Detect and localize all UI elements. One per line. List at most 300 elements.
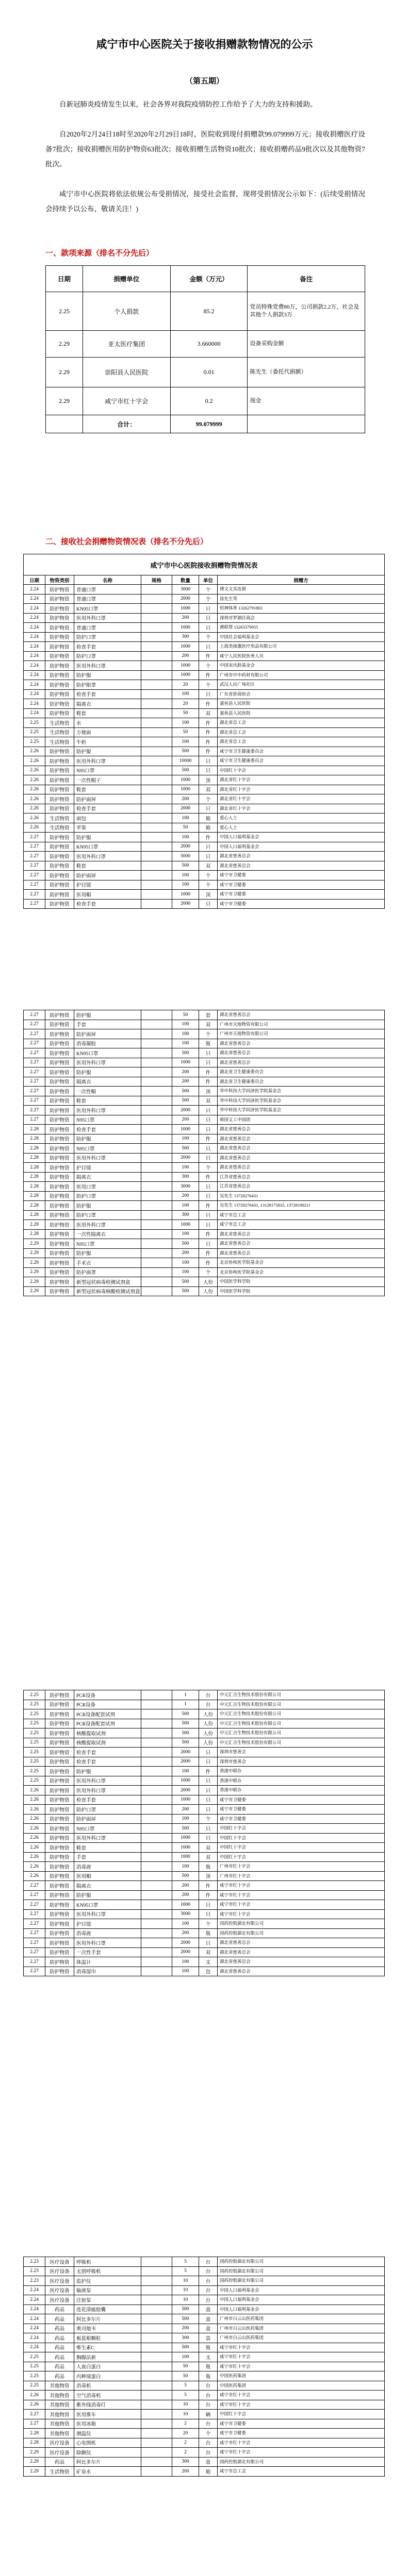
table-row — [24, 2266, 385, 2276]
table-row — [24, 2419, 385, 2429]
row-spec — [141, 1258, 172, 1268]
row-category: 防护物资 — [45, 585, 74, 595]
row-unit: 只 — [199, 1115, 218, 1125]
row-unit: 只 — [199, 1144, 218, 1154]
row-item-name: 牛奶 — [74, 737, 141, 747]
row-category: 防护物资 — [45, 594, 74, 604]
table-row — [24, 1106, 385, 1115]
row-date: 2.26 — [24, 1862, 45, 1872]
cash-date: 2.29 — [46, 358, 83, 387]
table-row — [24, 1824, 385, 1834]
row-quantity: 5 — [172, 2266, 199, 2276]
row-unit: 件 — [199, 737, 218, 747]
table-row — [24, 1890, 385, 1900]
row-spec — [141, 2438, 172, 2448]
table-row — [24, 642, 385, 652]
row-category: 防护物资 — [45, 1967, 74, 1976]
row-item-name: 阿比多尔片 — [74, 2457, 141, 2467]
row-category: 药品 — [45, 2362, 74, 2371]
column-header: 日期 — [24, 575, 45, 585]
row-unit: 只 — [199, 1833, 218, 1843]
row-spec — [141, 1248, 172, 1258]
table-row — [24, 699, 385, 709]
table-row — [24, 2448, 385, 2458]
row-item-name: 医用外科口罩 — [74, 1909, 141, 1919]
table-row — [46, 292, 365, 331]
row-unit: 支 — [199, 2352, 218, 2362]
row-item-name: 医用外科口罩 — [74, 852, 141, 861]
row-quantity: 100 — [172, 1229, 199, 1239]
row-quantity: 100 — [172, 2352, 199, 2362]
row-donor: 湖北省慈善总会 — [218, 1248, 385, 1258]
row-category: 防护物资 — [45, 1824, 74, 1834]
row-spec — [141, 2371, 172, 2381]
row-quantity: 200 — [172, 1191, 199, 1201]
row-spec — [141, 613, 172, 623]
row-unit: 只 — [199, 613, 218, 623]
table-row — [24, 890, 385, 900]
column-header: 备注 — [248, 266, 365, 292]
table-row — [24, 785, 385, 794]
row-category: 防护物资 — [45, 1191, 74, 1201]
table-row — [24, 1239, 385, 1249]
row-quantity: 2000 — [172, 1106, 199, 1115]
table-row — [24, 661, 385, 671]
table-row — [24, 1248, 385, 1258]
row-unit: 个 — [199, 880, 218, 890]
table-row — [24, 2333, 385, 2343]
row-quantity: 2000 — [172, 899, 199, 909]
table-row — [24, 1852, 385, 1862]
row-category: 其他物资 — [45, 2419, 74, 2429]
row-item-name: 输液泵 — [74, 2285, 141, 2295]
row-unit: 只 — [199, 1125, 218, 1134]
row-item-name: 防护面屏 — [74, 1029, 141, 1039]
table-row — [24, 794, 385, 804]
row-category: 防护物资 — [45, 1690, 74, 1700]
table-row — [24, 1862, 385, 1872]
row-date: 2.26 — [24, 823, 45, 833]
row-item-name: 防护服 — [74, 1134, 141, 1144]
table-row — [24, 1115, 385, 1125]
row-date: 2.27 — [24, 899, 45, 909]
row-date: 2.25 — [24, 2371, 45, 2381]
row-quantity: 2 — [172, 2448, 199, 2458]
row-unit: 个 — [199, 661, 218, 671]
row-date: 2.26 — [24, 1786, 45, 1795]
row-unit: 个 — [199, 1029, 218, 1039]
row-category: 防护物资 — [45, 1248, 74, 1258]
row-category: 防护物资 — [45, 1010, 74, 1020]
materials-table — [23, 1010, 385, 1296]
table-row — [24, 861, 385, 871]
row-unit: 只 — [199, 623, 218, 633]
row-donor: 湖北省总工会 — [218, 718, 385, 728]
row-item-name: 防护口罩 — [74, 1805, 141, 1815]
row-item-name: KN95口罩 — [74, 604, 141, 614]
row-unit: 只 — [199, 1776, 218, 1786]
table-row — [24, 814, 385, 823]
row-date: 2.24 — [24, 699, 45, 709]
row-donor: 咸宁市红十字会 — [218, 1900, 385, 1910]
table-row — [24, 1814, 385, 1824]
row-spec — [141, 1881, 172, 1891]
row-item-name: 手术衣 — [74, 1258, 141, 1268]
row-date: 2.26 — [24, 1843, 45, 1853]
row-quantity: 500 — [172, 1738, 199, 1748]
table-row — [24, 1728, 385, 1738]
row-donor: 咸宁市红十字会 — [218, 2352, 385, 2362]
row-date: 2.26 — [24, 2391, 45, 2400]
row-donor: 中国医药集团 — [218, 2381, 385, 2391]
table-row — [24, 1709, 385, 1719]
row-item-name: PCR设备配套试剂 — [74, 1709, 141, 1719]
row-category: 防护物资 — [45, 1909, 74, 1919]
row-item-name: 医用外科口罩 — [74, 661, 141, 671]
row-donor: 国药控股湖北有限公司 — [218, 2457, 385, 2467]
table-row — [24, 1125, 385, 1134]
row-item-name: 维生素C — [74, 2343, 141, 2352]
row-category: 防护物资 — [45, 632, 74, 642]
row-spec — [141, 2391, 172, 2400]
table-row — [24, 1719, 385, 1728]
table-row — [24, 1153, 385, 1163]
row-category: 防护物资 — [45, 1719, 74, 1728]
row-date: 2.27 — [24, 1029, 45, 1039]
row-date: 2.26 — [24, 1814, 45, 1824]
row-donor: 中元汇吉生物技术股份有限公司 — [218, 1728, 385, 1738]
row-category: 防护物资 — [45, 1239, 74, 1249]
row-donor: 湖北省慈善总会 — [218, 1039, 385, 1048]
row-quantity: 2000 — [172, 1947, 199, 1957]
row-spec — [141, 871, 172, 880]
row-spec — [141, 718, 172, 728]
row-item-name: 胸腺法新 — [74, 2352, 141, 2362]
cash-amount: 3.660000 — [170, 331, 248, 358]
row-category: 防护物资 — [45, 833, 74, 842]
row-date: 2.27 — [24, 842, 45, 852]
row-date: 2.26 — [24, 756, 45, 766]
row-category: 防护物资 — [45, 1928, 74, 1938]
row-item-name: 防护服 — [74, 1890, 141, 1900]
row-unit: 件 — [199, 1067, 218, 1077]
row-category: 防护物资 — [45, 766, 74, 775]
row-donor: 咸宁市红十字会 — [218, 2362, 385, 2371]
row-item-name: 一次性手套 — [74, 1947, 141, 1957]
row-donor: 国药控股湖北有限公司 — [218, 1928, 385, 1938]
row-donor: 湖北省卫生健康委员会 — [218, 1067, 385, 1077]
row-category: 防护物资 — [45, 1728, 74, 1738]
row-item-name: 检查手套 — [74, 642, 141, 652]
row-date: 2.27 — [24, 1048, 45, 1058]
row-quantity: 200 — [172, 1067, 199, 1077]
table-row — [24, 623, 385, 633]
row-unit: 个 — [199, 871, 218, 880]
row-category: 生活物资 — [45, 737, 74, 747]
row-spec — [141, 2381, 172, 2391]
row-category: 防护物资 — [45, 623, 74, 633]
row-unit: 箱 — [199, 823, 218, 833]
row-category: 防护物资 — [45, 1862, 74, 1872]
row-date: 2.27 — [24, 1020, 45, 1029]
table-row — [24, 1757, 385, 1767]
row-date: 2.25 — [24, 1767, 45, 1776]
row-quantity: 1000 — [172, 1833, 199, 1843]
row-item-name: 防护口罩 — [74, 651, 141, 661]
row-quantity: 1000 — [172, 1125, 199, 1134]
row-unit: 只 — [199, 1210, 218, 1220]
table-row — [24, 585, 385, 595]
row-quantity: 1000 — [172, 1776, 199, 1786]
row-spec — [141, 1786, 172, 1795]
row-quantity: 100 — [172, 1919, 199, 1929]
table-row — [24, 2362, 385, 2371]
table-row — [24, 613, 385, 623]
row-date: 2.27 — [24, 1010, 45, 1020]
row-category: 医疗设备 — [45, 2295, 74, 2305]
row-donor: 江苏省慈善总会 — [218, 1172, 385, 1182]
row-quantity: 1000 — [172, 604, 199, 614]
row-quantity: 200 — [172, 1805, 199, 1815]
row-spec — [141, 2295, 172, 2305]
row-spec — [141, 2257, 172, 2267]
column-header: 捐赠方 — [218, 575, 385, 585]
row-category: 防护物资 — [45, 1757, 74, 1767]
row-date: 2.27 — [24, 1957, 45, 1967]
row-spec — [141, 1957, 172, 1967]
row-category: 防护物资 — [45, 1795, 74, 1805]
row-donor: 广州市中中药材有限公司 — [218, 670, 385, 680]
row-unit: 顶 — [199, 890, 218, 900]
row-category: 防护物资 — [45, 1144, 74, 1154]
table-row — [24, 1947, 385, 1957]
row-quantity: 500 — [172, 1871, 199, 1881]
table-row — [24, 1967, 385, 1976]
row-donor: 咸宁市卫健委 — [218, 2429, 385, 2438]
row-quantity: 200 — [172, 613, 199, 623]
row-spec — [141, 1163, 172, 1173]
row-unit: 件 — [199, 727, 218, 737]
row-unit: 只 — [199, 899, 218, 909]
row-date: 2.25 — [24, 1757, 45, 1767]
row-item-name: 医用外科口罩 — [74, 756, 141, 766]
column-header: 日期 — [46, 266, 83, 292]
row-quantity: 100 — [172, 1862, 199, 1872]
row-date: 2.24 — [24, 651, 45, 661]
row-unit: 只 — [199, 604, 218, 614]
row-item-name: 消毒湿巾 — [74, 1967, 141, 1976]
row-item-name: 空气消毒机 — [74, 2391, 141, 2400]
table-row — [24, 2391, 385, 2400]
row-category: 防护物资 — [45, 1134, 74, 1144]
row-donor: 湖北省卫生健康委员会 — [218, 1077, 385, 1087]
row-unit: 只 — [199, 1153, 218, 1163]
row-item-name: 消毒液 — [74, 1862, 141, 1872]
row-date: 2.24 — [24, 661, 45, 671]
row-date: 2.25 — [24, 1690, 45, 1700]
row-category: 防护物资 — [45, 708, 74, 718]
row-date: 2.27 — [24, 2410, 45, 2419]
table-row — [24, 1172, 385, 1182]
row-donor: 广州市白云山医药集团 — [218, 2333, 385, 2343]
row-spec — [141, 632, 172, 642]
row-item-name: 医用外科口罩 — [74, 1220, 141, 1230]
row-unit: 个 — [199, 794, 218, 804]
row-item-name: 医用帽 — [74, 1871, 141, 1881]
table-row — [24, 2400, 385, 2410]
row-spec — [141, 1767, 172, 1776]
row-donor: 湖北省红十字会 — [218, 775, 385, 785]
row-category: 防护物资 — [45, 1833, 74, 1843]
row-date: 2.27 — [24, 1890, 45, 1900]
row-spec — [141, 1776, 172, 1786]
intro-paragraph: 自2020年2月24日18时至2020年2月29日18时，医院收到现付捐赠款99.079999万元；接收捐赠医疗设备7批次；接收捐赠医用防护物资63批次；接收捐赠生活物资10批次；接收捐赠药品9批次以及其他物资7批次。 — [45, 130, 365, 168]
row-quantity: 500 — [172, 1286, 199, 1296]
row-quantity: 500 — [172, 1719, 199, 1728]
row-spec — [141, 1125, 172, 1134]
row-item-name: 医用外科口罩 — [74, 1833, 141, 1843]
row-donor: 爱心人士 — [218, 814, 385, 823]
row-quantity: 50 — [172, 823, 199, 833]
row-category: 防护物资 — [45, 1748, 74, 1757]
row-item-name: 消毒凝胶 — [74, 1039, 141, 1048]
row-item-name: 除颤仪 — [74, 2448, 141, 2458]
row-item-name: 防护服 — [74, 1248, 141, 1258]
row-category: 生活物资 — [45, 727, 74, 737]
row-item-name: 医用推车 — [74, 2410, 141, 2419]
row-date: 2.28 — [24, 1153, 45, 1163]
row-quantity: 100 — [172, 1163, 199, 1173]
row-spec — [141, 804, 172, 814]
row-category: 防护物资 — [45, 1890, 74, 1900]
row-date: 2.26 — [24, 794, 45, 804]
table-row — [24, 1201, 385, 1211]
row-item-name: 鞋套 — [74, 785, 141, 794]
row-spec — [141, 1067, 172, 1077]
row-item-name: 奥司他韦 — [74, 2324, 141, 2333]
row-spec — [141, 670, 172, 680]
row-donor: 咸宁市卫健委 — [218, 880, 385, 890]
row-date: 2.27 — [24, 1096, 45, 1106]
row-category: 防护物资 — [45, 1153, 74, 1163]
row-donor: 深圳市慈善会 — [218, 1757, 385, 1767]
row-donor: 咸宁市卫生健康委员会 — [218, 756, 385, 766]
row-unit: 双 — [199, 861, 218, 871]
cash-table — [45, 265, 365, 433]
row-unit: 件 — [199, 670, 218, 680]
row-category: 防护物资 — [45, 680, 74, 690]
row-date: 2.25 — [24, 1709, 45, 1719]
intro-paragraph: 咸宁市中心医院将依法依规公布受捐情况，接受社会监督，现将受捐情况公示如下：(后续受捐情况会持续予以公布，敬请关注！) — [45, 190, 365, 213]
row-quantity: 50 — [172, 708, 199, 718]
row-unit: 支 — [199, 1957, 218, 1967]
row-quantity: 1000 — [172, 785, 199, 794]
row-donor: 上海美丽惠医疗用品有限公司 — [218, 642, 385, 652]
row-date: 2.28 — [24, 1134, 45, 1144]
row-item-name: 防护服 — [74, 670, 141, 680]
row-date: 2.29 — [24, 2467, 45, 2477]
row-date: 2.25 — [24, 2381, 45, 2391]
table-row — [24, 1786, 385, 1795]
issue-number: （第五期） — [185, 77, 224, 86]
row-donor: 深圳市罗湖区商会 — [218, 613, 385, 623]
row-unit: 人份 — [199, 1719, 218, 1728]
row-unit: 只 — [199, 642, 218, 652]
table-row — [24, 680, 385, 690]
row-donor: 中国红十字会 — [218, 1824, 385, 1834]
table-row — [24, 775, 385, 785]
row-quantity: 500 — [172, 861, 199, 871]
row-item-name: KN95口罩 — [74, 842, 141, 852]
row-date: 2.24 — [24, 594, 45, 604]
table-row — [24, 632, 385, 642]
row-category: 药品 — [45, 2343, 74, 2352]
row-date: 2.24 — [24, 2295, 45, 2305]
row-spec — [141, 1201, 172, 1211]
row-unit: 台 — [199, 2448, 218, 2458]
row-spec — [141, 1267, 172, 1277]
row-quantity: 1000 — [172, 661, 199, 671]
row-item-name: 医用冰箱 — [74, 2419, 141, 2429]
row-unit: 台 — [199, 1700, 218, 1709]
row-quantity: 200 — [172, 1881, 199, 1891]
row-category: 医疗设备 — [45, 2285, 74, 2295]
table-row — [24, 1134, 385, 1144]
row-date: 2.24 — [24, 632, 45, 642]
row-quantity: 500 — [172, 1096, 199, 1106]
row-item-name: 普通口罩 — [74, 623, 141, 633]
row-donor: 中元汇吉生物技术股份有限公司 — [218, 1700, 385, 1709]
row-date: 2.26 — [24, 804, 45, 814]
row-unit: 顶 — [199, 775, 218, 785]
row-donor: 湖北省慈善总会 — [218, 1125, 385, 1134]
table-row — [24, 1220, 385, 1230]
row-item-name: 检查手套 — [74, 1757, 141, 1767]
row-quantity: 100 — [172, 1029, 199, 1039]
row-unit: 件 — [199, 1890, 218, 1900]
row-donor: 北京协和医学院基金会 — [218, 1258, 385, 1268]
row-unit: 人份 — [199, 1709, 218, 1719]
row-unit: 件 — [199, 1881, 218, 1891]
row-category: 防护物资 — [45, 1871, 74, 1881]
row-donor: 华中科技大学同济医学院基金会 — [218, 1106, 385, 1115]
row-spec — [141, 2352, 172, 2362]
row-unit: 只 — [199, 1182, 218, 1192]
row-date: 2.28 — [24, 1220, 45, 1230]
row-unit: 台 — [199, 2438, 218, 2448]
row-quantity: 50 — [172, 727, 199, 737]
row-unit: 顶 — [199, 1087, 218, 1096]
row-item-name: 护目镜 — [74, 1163, 141, 1173]
row-item-name: PCR设备配套试剂 — [74, 1719, 141, 1728]
row-item-name: 心电图机 — [74, 2438, 141, 2448]
row-unit: 箱 — [199, 2467, 218, 2477]
row-spec — [141, 623, 172, 633]
table-row — [24, 2295, 385, 2305]
row-date: 2.25 — [24, 1748, 45, 1757]
row-item-name: 隔离衣 — [74, 699, 141, 709]
row-spec — [141, 2285, 172, 2295]
row-date: 2.24 — [24, 670, 45, 680]
cash-date: 2.29 — [46, 331, 83, 358]
row-quantity: 1000 — [172, 1220, 199, 1230]
row-quantity: 500 — [172, 1087, 199, 1096]
row-spec — [141, 1039, 172, 1048]
row-item-name: 普通口罩 — [74, 594, 141, 604]
row-unit: 只 — [199, 689, 218, 699]
cash-note: 现金 — [248, 387, 365, 415]
row-spec — [141, 2419, 172, 2429]
